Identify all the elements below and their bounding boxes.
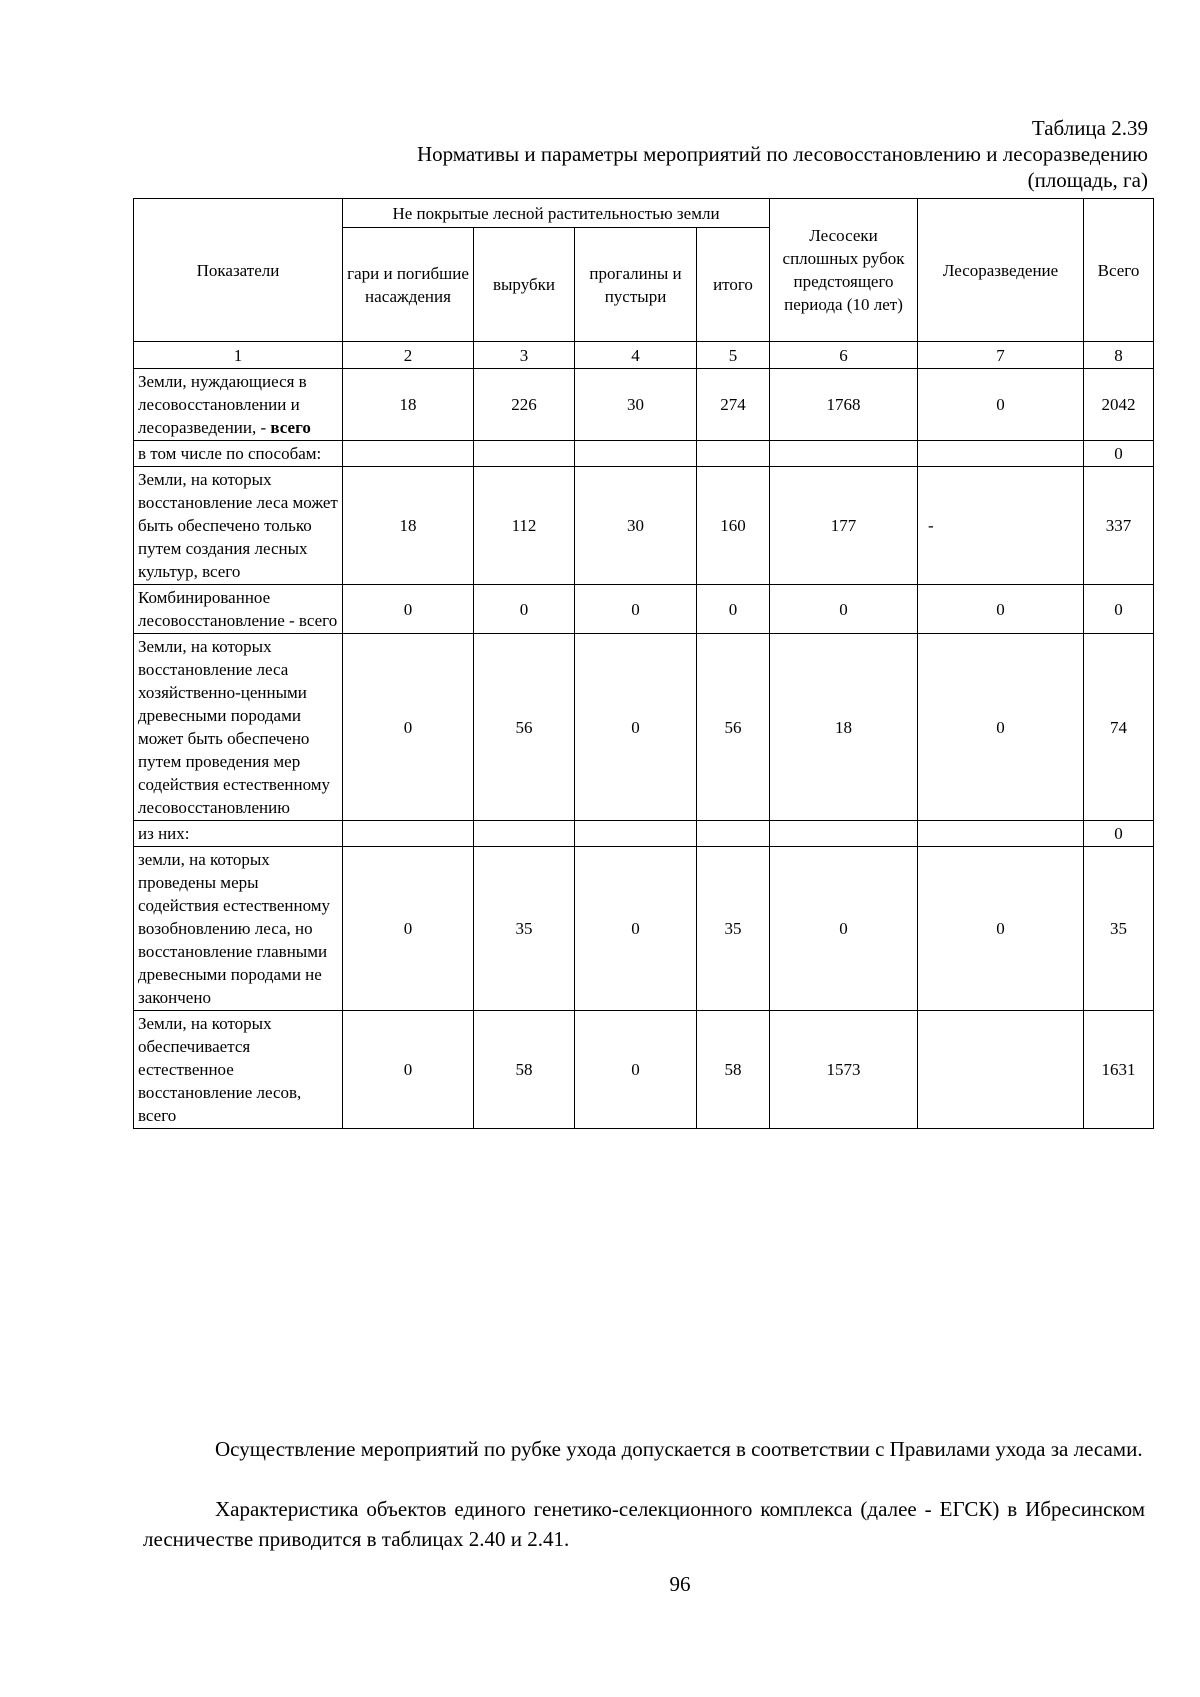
- paragraph: Характеристика объектов единого генетико-селекционного комплекса (далее - ЕГСК) в Ибресинском лесничестве приводится в таблицах 2.40 и 2.41.: [143, 1497, 1145, 1551]
- table-cell: 0: [575, 847, 697, 1011]
- table-cell: 56: [474, 634, 575, 821]
- table-cell: 0: [343, 585, 474, 634]
- table-cell: 35: [1084, 847, 1154, 1011]
- col-number: 2: [343, 342, 474, 369]
- table-cell: 0: [918, 847, 1084, 1011]
- table-cell: 74: [1084, 634, 1154, 821]
- header-row-1: [134, 199, 1154, 228]
- table-row: [134, 847, 1154, 1011]
- table-cell: 0: [918, 634, 1084, 821]
- table-cell: 0: [575, 634, 697, 821]
- table-cell: [918, 821, 1084, 847]
- header-cuttings: вырубки: [474, 228, 575, 342]
- table-cell: 0: [770, 585, 918, 634]
- table-cell: 1768: [770, 369, 918, 441]
- table-cell: 177: [770, 467, 918, 585]
- row-label: Земли, на которых восстановление леса может быть обеспечено только путем создания лесных культур, всего: [134, 467, 343, 585]
- row-label: земли, на которых проведены меры содействия естественному возобновлению леса, но восстановление главными древесными породами не закончено: [134, 847, 343, 1011]
- table-unit: (площадь, га): [1027, 168, 1148, 192]
- row-label: Земли, нуждающиеся в лесовосстановлении и лесоразведении, - всего: [134, 369, 343, 441]
- table-cell: [343, 441, 474, 467]
- col-number: 1: [134, 342, 343, 369]
- header-subtotal: итого: [697, 228, 770, 342]
- table-cell: 35: [474, 847, 575, 1011]
- col-number: 8: [1084, 342, 1154, 369]
- table-cell: [770, 441, 918, 467]
- row-label-bold: всего: [270, 418, 311, 437]
- header-burns: гари и погибшие насаждения: [343, 228, 474, 342]
- table-cell: 1573: [770, 1011, 918, 1129]
- table-cell: 0: [343, 847, 474, 1011]
- col-number: 4: [575, 342, 697, 369]
- table-row: [134, 441, 1154, 467]
- table-cell: 0: [697, 585, 770, 634]
- table-cell: [474, 441, 575, 467]
- table-cell: [697, 821, 770, 847]
- table-cell: [575, 821, 697, 847]
- table-row: [134, 634, 1154, 821]
- row-label: Комбинированное лесовосстановление - всего: [134, 585, 343, 634]
- table-cell: [343, 821, 474, 847]
- table-cell: 0: [343, 1011, 474, 1129]
- table-cell: 0: [918, 369, 1084, 441]
- table-cell: 0: [1084, 441, 1154, 467]
- table-cell: 160: [697, 467, 770, 585]
- paragraph: Осуществление мероприятий по рубке ухода допускается в соответствии с Правилами ухода за лесами.: [215, 1437, 1143, 1461]
- table-title: Нормативы и параметры мероприятий по лесовосстановлению и лесоразведению: [416, 142, 1148, 166]
- table-cell: 18: [770, 634, 918, 821]
- table-cell: [474, 821, 575, 847]
- table-cell: 0: [575, 1011, 697, 1129]
- table-cell: 18: [343, 369, 474, 441]
- col-number: 3: [474, 342, 575, 369]
- table-cell: [770, 821, 918, 847]
- table-cell: 0: [918, 585, 1084, 634]
- table-cell: 0: [575, 585, 697, 634]
- table-cell: 56: [697, 634, 770, 821]
- table-row: [134, 1011, 1154, 1129]
- row-label: Земли, на которых восстановление леса хозяйственно-ценными древесными породами может быть обеспечено путем проведения мер содействия естественному лесовосстановлению: [134, 634, 343, 821]
- table-cell: 0: [474, 585, 575, 634]
- col-number: 5: [697, 342, 770, 369]
- table-row: [134, 821, 1154, 847]
- header-glades: прогалины и пустыри: [575, 228, 697, 342]
- table-cell: 18: [343, 467, 474, 585]
- table-cell: [918, 441, 1084, 467]
- table-row: [134, 467, 1154, 585]
- row-label: из них:: [134, 821, 343, 847]
- table-cell: [697, 441, 770, 467]
- row-label: в том числе по способам:: [134, 441, 343, 467]
- table-cell: 274: [697, 369, 770, 441]
- page-number: 96: [669, 1572, 691, 1596]
- table-cell: 30: [575, 369, 697, 441]
- table-cell: 337: [1084, 467, 1154, 585]
- table-cell: 226: [474, 369, 575, 441]
- table-cell: -: [918, 467, 1084, 585]
- header-indicators: Показатели: [134, 199, 343, 342]
- header-group-not-covered: Не покрытые лесной растительностью земли: [343, 199, 770, 228]
- table-cell: 35: [697, 847, 770, 1011]
- column-numbers-row: [134, 342, 1154, 369]
- table-row: [134, 585, 1154, 634]
- col-number: 7: [918, 342, 1084, 369]
- table-cell: 2042: [1084, 369, 1154, 441]
- header-afforestation: Лесоразведение: [918, 199, 1084, 342]
- table-number: Таблица 2.39: [1031, 116, 1148, 140]
- table-cell: 1631: [1084, 1011, 1154, 1129]
- row-label: Земли, на которых обеспечивается естественное восстановление лесов, всего: [134, 1011, 343, 1129]
- norms-table: [133, 198, 1154, 1129]
- table-cell: [918, 1011, 1084, 1129]
- table-cell: 58: [697, 1011, 770, 1129]
- table-cell: 30: [575, 467, 697, 585]
- table-cell: 0: [1084, 821, 1154, 847]
- table-cell: 0: [770, 847, 918, 1011]
- header-felling-sites: Лесосеки сплошных рубок предстоящего периода (10 лет): [770, 199, 918, 342]
- col-number: 6: [770, 342, 918, 369]
- table-cell: 0: [1084, 585, 1154, 634]
- table-cell: [575, 441, 697, 467]
- table-cell: 58: [474, 1011, 575, 1129]
- table-cell: 112: [474, 467, 575, 585]
- header-total: Всего: [1084, 199, 1154, 342]
- table-row: [134, 369, 1154, 441]
- table-cell: 0: [343, 634, 474, 821]
